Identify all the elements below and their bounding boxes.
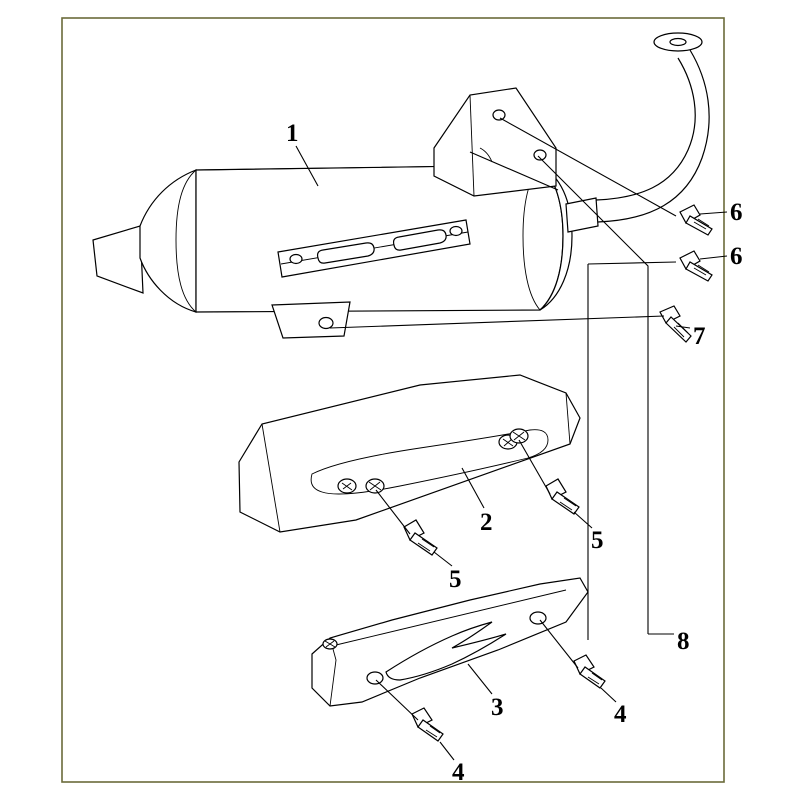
part-screw-5a bbox=[546, 479, 579, 514]
muffler-front-cap bbox=[140, 170, 196, 312]
callout-5b: 5 bbox=[449, 566, 462, 593]
muffler-lower-bracket-hole bbox=[319, 318, 333, 329]
part-screw-5b bbox=[404, 520, 437, 555]
strap-hole-left bbox=[290, 255, 302, 264]
shield-lower-hole-right bbox=[530, 612, 546, 624]
callout-4a: 4 bbox=[614, 701, 627, 728]
callout-7: 7 bbox=[693, 323, 706, 350]
muffler-upper-bracket bbox=[434, 88, 556, 196]
callout-6a: 6 bbox=[730, 199, 743, 226]
header-pipe-inner bbox=[596, 58, 695, 200]
callout-5a: 5 bbox=[591, 527, 604, 554]
callout-6b: 6 bbox=[730, 243, 743, 270]
part-heat-shield-lower bbox=[312, 578, 588, 706]
leader-6b-path bbox=[588, 262, 676, 264]
leader-4a bbox=[601, 688, 616, 702]
heat-shield-upper-body bbox=[239, 375, 580, 532]
callout-3: 3 bbox=[491, 694, 504, 721]
leader-7-path bbox=[330, 316, 664, 328]
leader-6a bbox=[700, 212, 727, 214]
shield-lower-hole-left bbox=[367, 672, 383, 684]
part-bolt-6b bbox=[680, 251, 712, 281]
leader-4b bbox=[440, 742, 454, 760]
bracket-hole-top bbox=[493, 110, 505, 120]
screw-4a-shank bbox=[580, 667, 605, 688]
callout-8: 8 bbox=[677, 628, 690, 655]
bolt-7-shank bbox=[666, 317, 691, 342]
screw-5a-shank bbox=[552, 492, 579, 514]
callout-1: 1 bbox=[286, 120, 299, 147]
part-screw-4b bbox=[412, 708, 443, 741]
muffler-outlet bbox=[93, 226, 143, 293]
part-muffler-assembly bbox=[93, 88, 598, 338]
muffler-inlet-stub bbox=[566, 198, 598, 232]
callout-2: 2 bbox=[480, 509, 493, 536]
part-bolt-7 bbox=[660, 306, 691, 342]
part-bolt-6a bbox=[680, 205, 712, 235]
part-screw-4a bbox=[574, 655, 605, 688]
muffler-lower-bracket bbox=[272, 302, 350, 338]
leader-4a-path bbox=[540, 620, 578, 668]
header-flange-bore bbox=[670, 39, 686, 46]
screw-5b-shank bbox=[410, 533, 437, 555]
leader-6b bbox=[700, 256, 727, 259]
part-heat-shield-upper bbox=[239, 375, 580, 532]
screw-4b-shank bbox=[418, 720, 443, 741]
callout-4b: 4 bbox=[452, 759, 465, 786]
leader-5a bbox=[574, 512, 592, 528]
part-header-pipe bbox=[596, 33, 709, 222]
part-screw-5-seated-left bbox=[366, 479, 384, 493]
leader-5b bbox=[434, 552, 452, 566]
strap-hole-right bbox=[450, 227, 462, 236]
leader-3 bbox=[468, 664, 492, 694]
